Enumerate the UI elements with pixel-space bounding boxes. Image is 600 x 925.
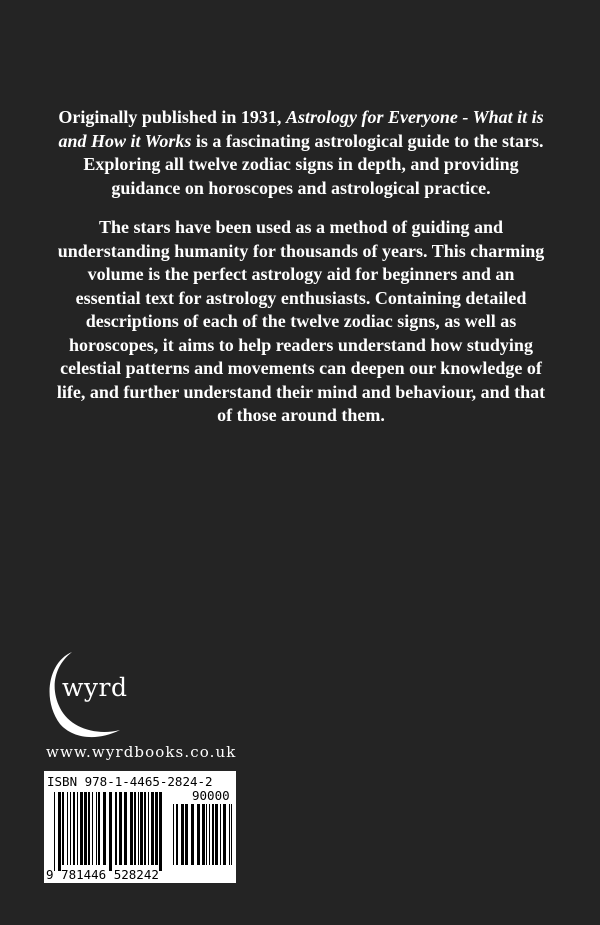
barcode-bar (92, 792, 93, 865)
publisher-website: www.wyrdbooks.co.uk (46, 743, 237, 761)
barcode-bar (140, 792, 143, 865)
blurb-paragraph-1 (56, 106, 546, 200)
barcode-bar (191, 804, 194, 865)
isbn-barcode (44, 771, 236, 883)
barcode-bar (159, 792, 162, 871)
blurb-intro-text: Originally published in 1931, (58, 107, 286, 127)
barcode-bar (181, 804, 184, 865)
barcode-bar (231, 804, 232, 865)
barcode-bar (62, 792, 64, 865)
barcode-bar (67, 792, 68, 865)
barcode-bar (138, 792, 139, 865)
barcode-bar (77, 792, 78, 865)
barcode-bar (98, 792, 100, 865)
barcode-bar (197, 804, 200, 865)
barcode-bar (119, 792, 122, 865)
barcode-bar (185, 804, 188, 865)
barcode-bar (229, 804, 230, 865)
barcode-bar (148, 792, 149, 865)
barcode-bar (115, 792, 117, 865)
barcode-bar (73, 792, 75, 865)
barcode-bar (58, 792, 61, 871)
barcode-bar (54, 792, 55, 871)
barcode-bar (206, 804, 207, 865)
barcode-bar (88, 792, 90, 865)
barcode-bar (173, 804, 174, 865)
barcode-bar (223, 804, 226, 865)
barcode-bars (54, 792, 162, 871)
book-title: Astrology for Everyone - What it is and How it Works (58, 107, 544, 151)
barcode-digits: 9 781446 528242 (46, 867, 159, 882)
barcode-bar (144, 792, 146, 865)
barcode-bar (103, 792, 106, 865)
barcode-bar (124, 792, 127, 865)
blurb-intro-rest: is a fascinating astrological guide to the stars. Exploring all twelve zodiac signs in depth, and providing guidance on horoscopes and astrological practice. (83, 130, 544, 198)
barcode-bar (155, 792, 158, 865)
barcode-bar (109, 792, 112, 871)
barcode-bar (212, 804, 214, 865)
barcode-bar (70, 792, 71, 865)
barcode-bar (220, 804, 221, 865)
isbn-text: ISBN 978-1-4465-2824-2 (47, 774, 213, 789)
publisher-logo-text: wyrd (62, 673, 128, 702)
barcode-bar (151, 792, 154, 865)
barcode-bar (215, 804, 218, 865)
barcode-bar (84, 792, 87, 865)
barcode-bar (202, 804, 205, 865)
price-code-text: 90000 (192, 788, 230, 803)
barcode-bar (96, 792, 97, 865)
barcode-bar (80, 792, 83, 865)
barcode-bar (209, 804, 210, 865)
barcode-bar (134, 792, 136, 865)
price-barcode-bars (173, 804, 232, 865)
blurb-paragraph-2: The stars have been used as a method of guiding and understanding humanity for thousands of years. This charming volume is the perfect astrology aid for beginners and an essential text for astrology enthusiasts. Containing detailed descriptions of each of the twelve zodiac signs, as well as horoscopes, it aims to help readers understand how studying celestial patterns and movements can deepen our knowledge of life, and further understand their mind and behaviour, and that of those around them. (56, 217, 546, 425)
barcode-bar (130, 792, 133, 865)
barcode-bar (176, 804, 178, 865)
